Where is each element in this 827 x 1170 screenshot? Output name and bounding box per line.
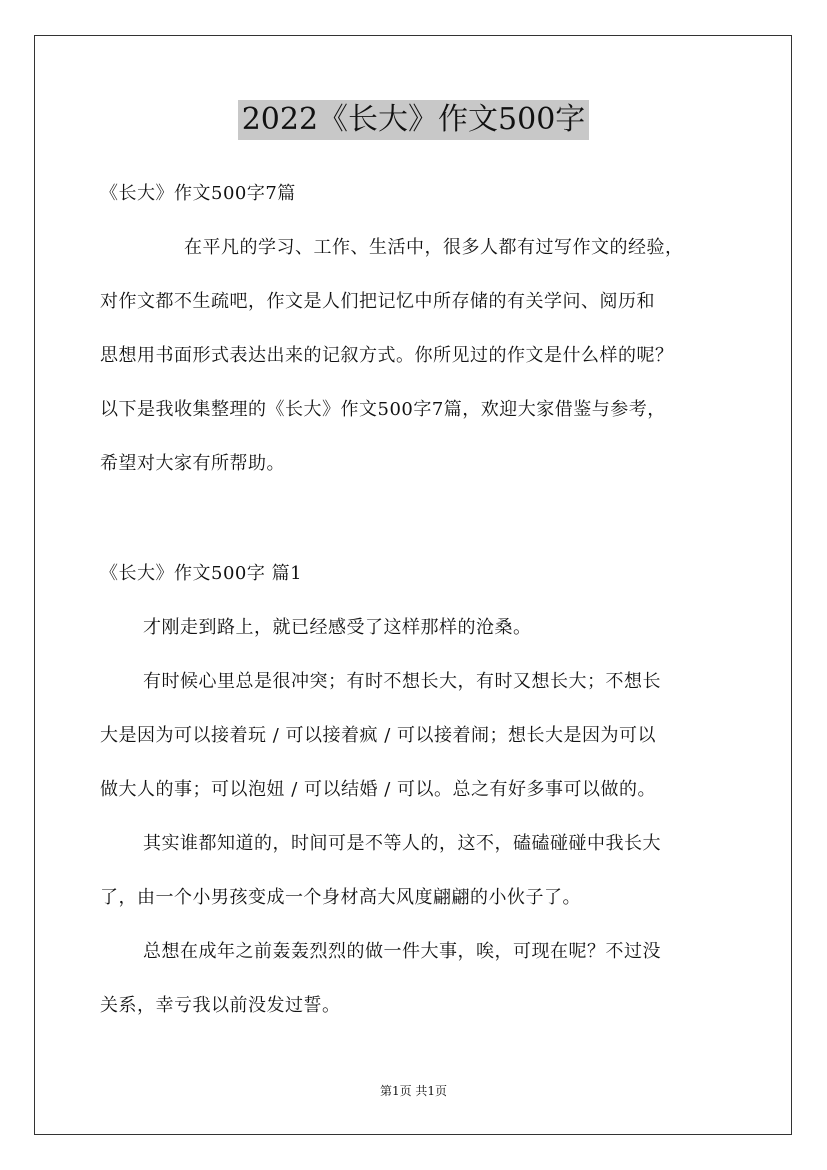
intro-line-5: 希望对大家有所帮助。 bbox=[100, 453, 285, 474]
intro-line-2: 对作文都不生疏吧，作文是人们把记忆中所存储的有关学问、阅历和 bbox=[100, 291, 655, 312]
body-line-4: 做大人的事；可以泡妞 / 可以结婚 / 可以。总之有好多事可以做的。 bbox=[100, 779, 657, 800]
document-subtitle: 《长大》作文500字7篇 bbox=[100, 183, 296, 204]
document-title: 2022《长大》作文500字 bbox=[238, 100, 590, 140]
body-line-6: 了，由一个小男孩变成一个身材高大风度翩翩的小伙子了。 bbox=[100, 887, 581, 908]
body-line-1: 才刚走到路上，就已经感受了这样那样的沧桑。 bbox=[143, 617, 532, 638]
body-line-5: 其实谁都知道的，时间可是不等人的，这不，磕磕碰碰中我长大 bbox=[143, 833, 661, 854]
intro-line-1: 在平凡的学习、工作、生活中，很多人都有过写作文的经验， bbox=[184, 237, 684, 258]
section-heading: 《长大》作文500字 篇1 bbox=[100, 563, 303, 584]
body-line-8: 关系，幸亏我以前没发过誓。 bbox=[100, 995, 341, 1016]
body-line-3: 大是因为可以接着玩 / 可以接着疯 / 可以接着闹；想长大是因为可以 bbox=[100, 725, 657, 746]
body-line-7: 总想在成年之前轰轰烈烈的做一件大事，唉，可现在呢？不过没 bbox=[143, 941, 661, 962]
title-container bbox=[0, 100, 827, 140]
body-line-2: 有时候心里总是很冲突；有时不想长大，有时又想长大；不想长 bbox=[143, 671, 661, 692]
page-footer: 第1页 共1页 bbox=[379, 1084, 448, 1098]
intro-line-3: 思想用书面形式表达出来的记叙方式。你所见过的作文是什么样的呢？ bbox=[100, 345, 674, 366]
intro-line-4: 以下是我收集整理的《长大》作文500字7篇，欢迎大家借鉴与参考， bbox=[100, 399, 666, 420]
